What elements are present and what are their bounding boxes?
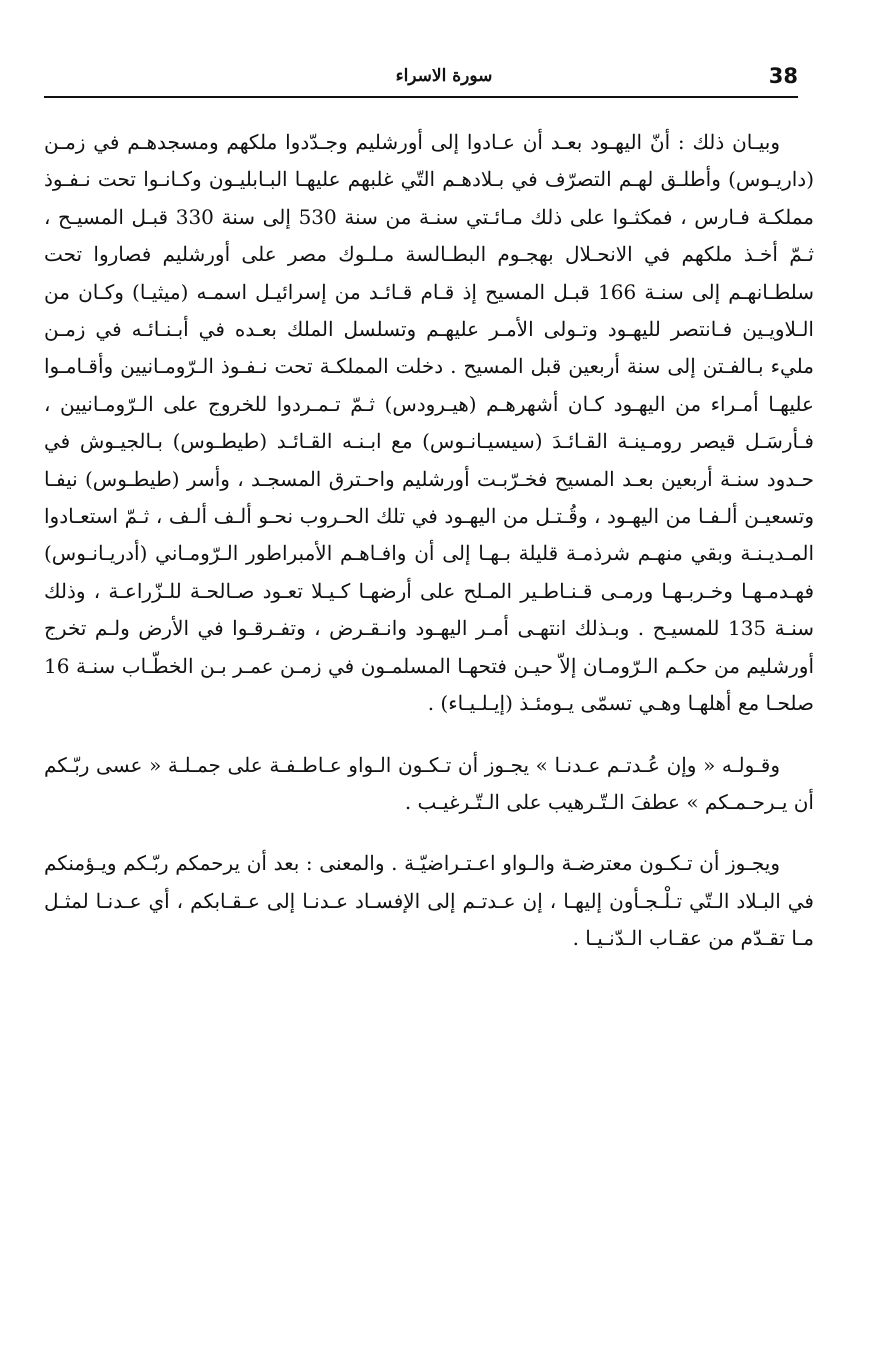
body-text [44,124,814,958]
paragraph-parenthetical: ويجـوز أن تـكـون معترضـة والـواو اعـتـراضيّـة . والمعنى : بعد أن يرحمكم ربّـكم ويـؤمنكم في البـلاد الـتّي تـلْـجـأون إليهـا ، إن عـدتـم إلى الإفسـاد عـدنـا إلى عـقـابكم ، أي عـدنـا لمثـل مـا تقـدّم من عقـاب الـدّنـيـا . [44,851,814,951]
page-header [44,58,798,98]
paragraph-conjunction: وقـولـه « وإن عُـدتـم عـدنـا » يجـوز أن تـكـون الـواو عـاطـفـة على جمـلـة « عسى ربّـكم أن يـرحـمـكم » عطفَ الـتّـرهيب على الـتّـرغيـب . [44,752,814,814]
page-number: 38 [768,64,798,88]
running-title: سورة الاسراء [395,66,493,86]
header-rule [44,96,798,98]
paragraph-history: وبيـان ذلك : أنّ اليهـود بعـد أن عـادوا إلى أورشليم وجـدّدوا ملكهم ومسجدهـم في زمـن (داريـوس) وأطلـق لهـم التصرّف في بـلادهـم التّي غلبهم عليهـا البـابليـون وكـانـوا تحت نـفـوذ مملكـة فـارس ، فمكثـوا على ذلك مـائـتي سنـة من سنة 530 إلى سنة 330 قبـل المسيـح ، ثـمّ أخـذ ملكهم في الانحـلال بهجـوم البطـالسة مـلـوك مصر على أورشليم فصاروا تحت سلطـانهـم إلى سنـة 166 قبـل المسيح إذ قـام قـائـد من إسرائيـل اسمـه (ميثيـا) وكـان من الـلاويـين فـانتصر لليهـود وتـولى الأمـر عليهـم وتسلسل الملك بعـده في أبـنـائـه في زمـن مليء بـالفـتن إلى سنة أربعين قبل المسيح . دخلت المملكـة تحت نـفـوذ الـرّومـانيين وأقـامـوا عليهـا أمـراء من اليهـود كـان أشهرهـم (هيـرودس) ثـمّ تـمـردوا للخروج على الـرّومـانيين ، فـأرسَـل قيصر رومـينـة القـائـدَ (سيسيـانـوس) مع ابـنـه القـائـد (طيطـوس) بـالجيـوش في حـدود سنـة أربعين بعـد المسيح فخـرّبـت أورشليم واحـترق المسجـد ، وأسر (طيطـوس) نيفـا وتسعيـن ألـفـا من اليهـود ، وقُـتـل من اليهـود في تلك الحـروب نحـو ألـف ألـف ، ثـمّ استعـادوا المـديـنـة وبقي منهـم شرذمـة قليلة بـهـا إلى أن وافـاهـم الأمبراطور الـرّومـاني (أدريـانـوس) فهـدمـهـا وخـربـهـا ورمـى قـنـاطـير المـلح على أرضهـا كـيـلا تعـود صـالحـة للـزّراعـة ، وذلك سنـة 135 للمسيـح . وبـذلك انتهـى أمـر اليهـود وانـقـرض ، وتفـرقـوا في الأرض ولـم تخرج أورشليم من حكـم الـرّومـان إلاّ حيـن فتحهـا المسلمـون في زمـن عمـر بـن الخطّـاب سنـة 16 صلحـا مع أهلهـا وهـي تسمّى يـومئـذ (إيـلـيـاء) . [44,130,814,716]
